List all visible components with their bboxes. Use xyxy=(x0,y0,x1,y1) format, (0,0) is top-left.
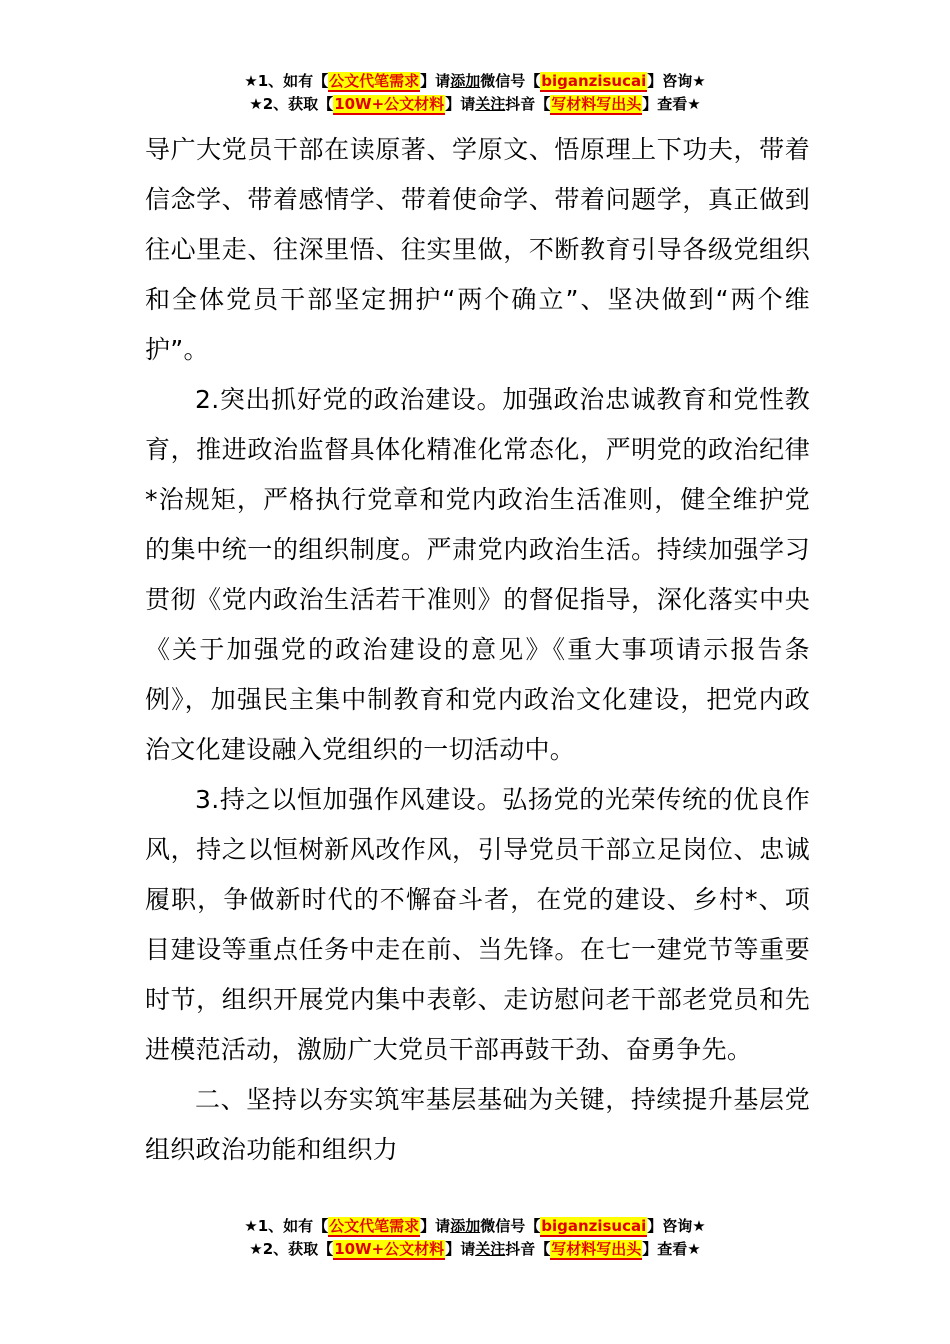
highlight-service: 公文代笔需求 xyxy=(329,72,420,90)
banner-line-2: ★2、获取【10W+公文材料】请关注抖音【写材料写出头】查看★ xyxy=(249,1240,701,1258)
highlight-materials: 10W+公文材料 xyxy=(334,95,445,113)
highlight-materials: 10W+公文材料 xyxy=(334,1240,445,1258)
highlight-douyin-account: 写材料写出头 xyxy=(551,95,642,113)
bottom-banner xyxy=(0,1215,950,1261)
highlight-service: 公文代笔需求 xyxy=(329,1217,420,1235)
highlight-wechat-id: biganzisucai xyxy=(541,72,647,90)
banner-line-1: ★1、如有【公文代笔需求】请添加微信号【biganzisucai】咨询★ xyxy=(244,72,706,90)
paragraph-continued: 导广大党员干部在读原著、学原文、悟原理上下功夫，带着信念学、带着感情学、带着使命学、带着问题学，真正做到往心里走、往深里悟、往实里做，不断教育引导各级党组织和全体党员干部坚定拥护“两个确立”、坚决做到“两个维护”。 xyxy=(145,135,810,364)
top-banner xyxy=(0,70,950,116)
highlight-wechat-id: biganzisucai xyxy=(541,1217,647,1235)
document-body xyxy=(145,125,810,1175)
section-heading-grassroots: 二、坚持以夯实筑牢基层基础为关键，持续提升基层党组织政治功能和组织力 xyxy=(145,1085,810,1164)
paragraph-political-construction: 2.突出抓好党的政治建设。加强政治忠诚教育和党性教育，推进政治监督具体化精准化常态化，严明党的政治纪律*治规矩，严格执行党章和党内政治生活准则，健全维护党的集中统一的组织制度。严肃党内政治生活。持续加强学习贯彻《党内政治生活若干准则》的督促指导，深化落实中央《关于加强党的政治建设的意见》《重大事项请示报告条例》，加强民主集中制教育和党内政治文化建设，把党内政治文化建设融入党组织的一切活动中。 xyxy=(145,385,810,764)
paragraph-work-style: 3.持之以恒加强作风建设。弘扬党的光荣传统的优良作风，持之以恒树新风改作风，引导党员干部立足岗位、忠诚履职，争做新时代的不懈奋斗者，在党的建设、乡村*、项目建设等重点任务中走在前、当先锋。在七一建党节等重要时节，组织开展党内集中表彰、走访慰问老干部老党员和先进模范活动，激励广大党员干部再鼓干劲、奋勇争先。 xyxy=(145,785,810,1064)
highlight-douyin-account: 写材料写出头 xyxy=(551,1240,642,1258)
banner-line-2: ★2、获取【10W+公文材料】请关注抖音【写材料写出头】查看★ xyxy=(249,95,701,113)
banner-line-1: ★1、如有【公文代笔需求】请添加微信号【biganzisucai】咨询★ xyxy=(244,1217,706,1235)
